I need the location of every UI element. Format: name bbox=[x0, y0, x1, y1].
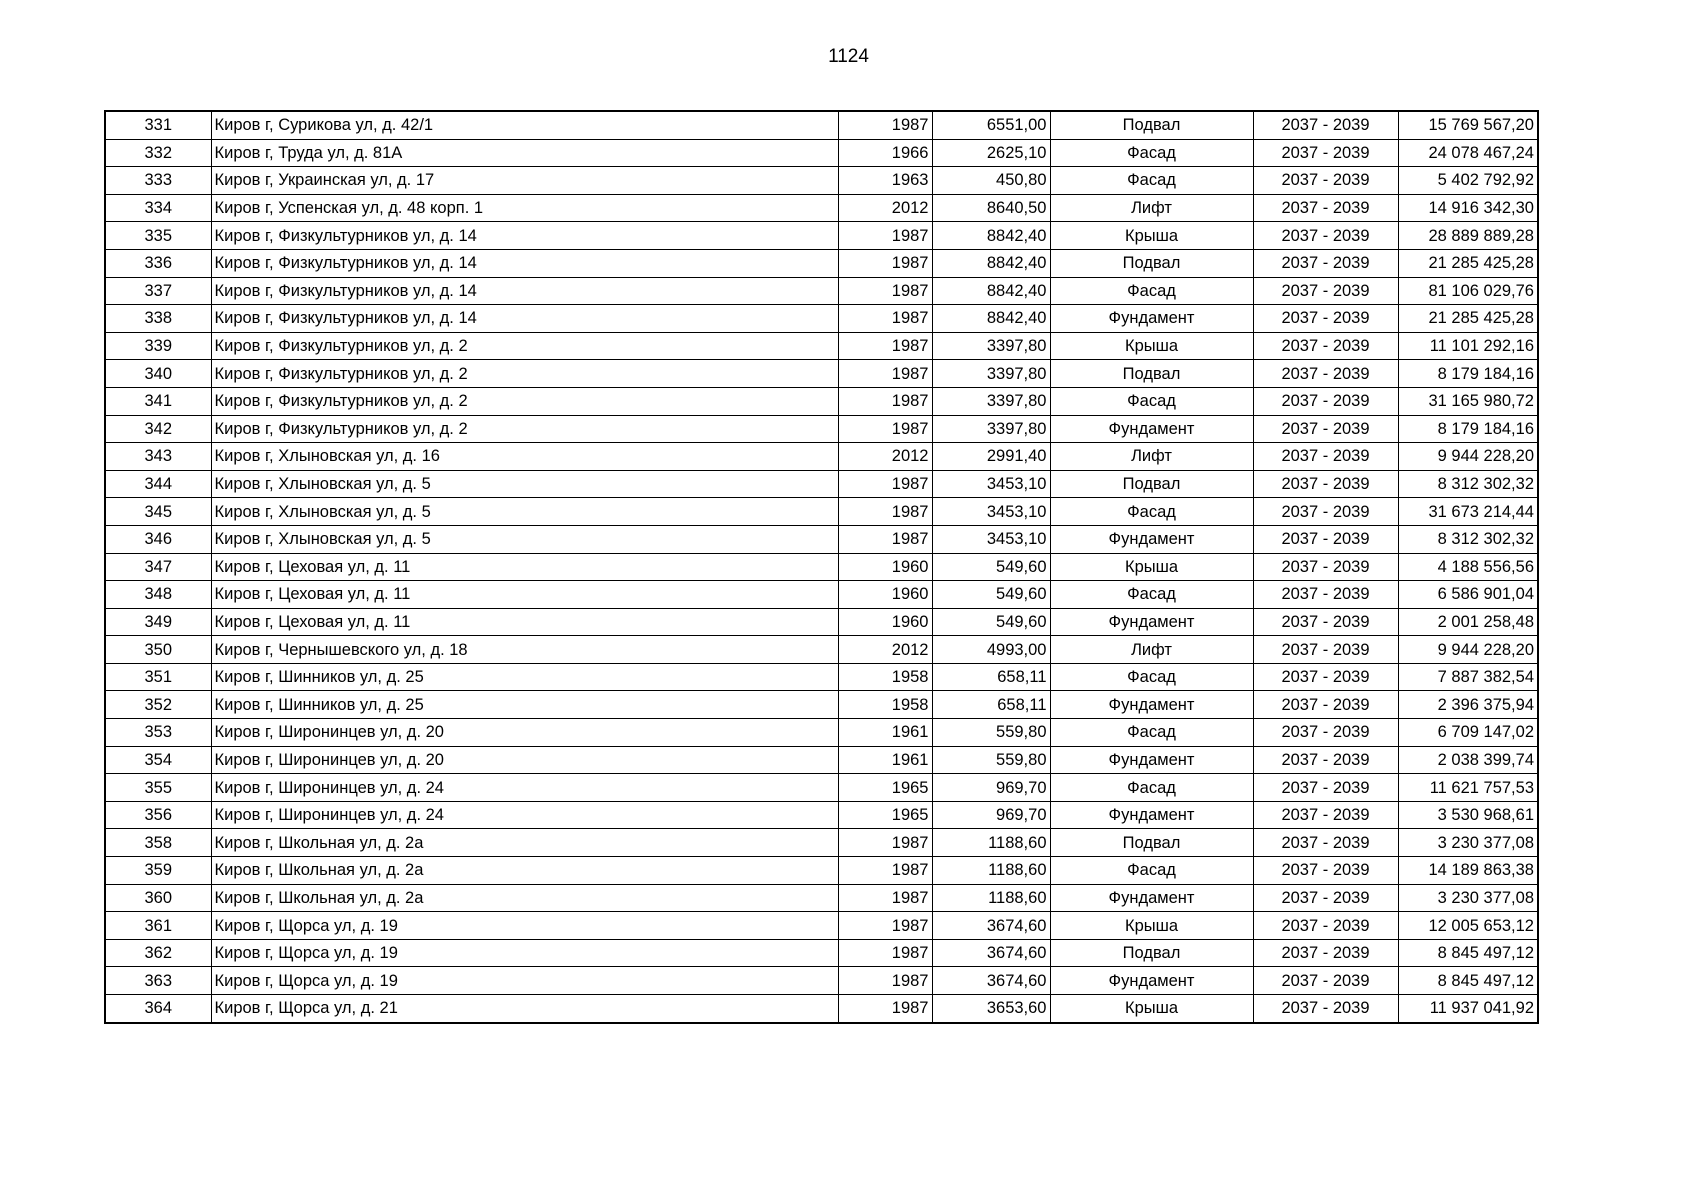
row-number-cell: 347 bbox=[105, 553, 211, 581]
work-type-cell: Фасад bbox=[1050, 167, 1253, 195]
cost-cell: 6 709 147,02 bbox=[1398, 719, 1538, 747]
row-number-cell: 358 bbox=[105, 829, 211, 857]
cost-cell: 11 937 041,92 bbox=[1398, 995, 1538, 1023]
address-cell: Киров г, Физкультурников ул, д. 14 bbox=[211, 249, 838, 277]
address-cell: Киров г, Украинская ул, д. 17 bbox=[211, 167, 838, 195]
work-type-cell: Крыша bbox=[1050, 222, 1253, 250]
year-cell: 1987 bbox=[838, 912, 932, 940]
cost-cell: 31 673 214,44 bbox=[1398, 498, 1538, 526]
work-type-cell: Фундамент bbox=[1050, 608, 1253, 636]
row-number-cell: 352 bbox=[105, 691, 211, 719]
area-cell: 8842,40 bbox=[932, 277, 1050, 305]
year-cell: 1960 bbox=[838, 608, 932, 636]
address-cell: Киров г, Цеховая ул, д. 11 bbox=[211, 553, 838, 581]
address-cell: Киров г, Цеховая ул, д. 11 bbox=[211, 581, 838, 609]
work-type-cell: Подвал bbox=[1050, 249, 1253, 277]
year-cell: 1958 bbox=[838, 691, 932, 719]
table-row bbox=[105, 608, 1538, 636]
area-cell: 3397,80 bbox=[932, 332, 1050, 360]
table-row bbox=[105, 167, 1538, 195]
period-cell: 2037 - 2039 bbox=[1253, 581, 1398, 609]
year-cell: 1987 bbox=[838, 857, 932, 885]
cost-cell: 3 230 377,08 bbox=[1398, 884, 1538, 912]
area-cell: 8842,40 bbox=[932, 222, 1050, 250]
row-number-cell: 340 bbox=[105, 360, 211, 388]
year-cell: 2012 bbox=[838, 443, 932, 471]
period-cell: 2037 - 2039 bbox=[1253, 443, 1398, 471]
table-row bbox=[105, 415, 1538, 443]
row-number-cell: 349 bbox=[105, 608, 211, 636]
area-cell: 3453,10 bbox=[932, 525, 1050, 553]
table-row bbox=[105, 498, 1538, 526]
period-cell: 2037 - 2039 bbox=[1253, 111, 1398, 139]
period-cell: 2037 - 2039 bbox=[1253, 829, 1398, 857]
table-row bbox=[105, 967, 1538, 995]
cost-cell: 28 889 889,28 bbox=[1398, 222, 1538, 250]
period-cell: 2037 - 2039 bbox=[1253, 746, 1398, 774]
area-cell: 4993,00 bbox=[932, 636, 1050, 664]
year-cell: 2012 bbox=[838, 636, 932, 664]
cost-cell: 9 944 228,20 bbox=[1398, 636, 1538, 664]
year-cell: 1987 bbox=[838, 305, 932, 333]
row-number-cell: 348 bbox=[105, 581, 211, 609]
work-type-cell: Фасад bbox=[1050, 139, 1253, 167]
address-cell: Киров г, Физкультурников ул, д. 14 bbox=[211, 305, 838, 333]
period-cell: 2037 - 2039 bbox=[1253, 277, 1398, 305]
work-type-cell: Фасад bbox=[1050, 277, 1253, 305]
table-row bbox=[105, 912, 1538, 940]
page-number: 1124 bbox=[828, 46, 869, 67]
period-cell: 2037 - 2039 bbox=[1253, 249, 1398, 277]
table-row bbox=[105, 222, 1538, 250]
table-row bbox=[105, 360, 1538, 388]
area-cell: 559,80 bbox=[932, 746, 1050, 774]
period-cell: 2037 - 2039 bbox=[1253, 801, 1398, 829]
work-type-cell: Подвал bbox=[1050, 111, 1253, 139]
address-cell: Киров г, Хлыновская ул, д. 5 bbox=[211, 470, 838, 498]
period-cell: 2037 - 2039 bbox=[1253, 332, 1398, 360]
year-cell: 1987 bbox=[838, 111, 932, 139]
year-cell: 1987 bbox=[838, 525, 932, 553]
row-number-cell: 337 bbox=[105, 277, 211, 305]
work-type-cell: Фундамент bbox=[1050, 525, 1253, 553]
address-cell: Киров г, Школьная ул, д. 2а bbox=[211, 884, 838, 912]
work-type-cell: Фундамент bbox=[1050, 746, 1253, 774]
cost-cell: 81 106 029,76 bbox=[1398, 277, 1538, 305]
cost-cell: 11 621 757,53 bbox=[1398, 774, 1538, 802]
cost-cell: 2 001 258,48 bbox=[1398, 608, 1538, 636]
period-cell: 2037 - 2039 bbox=[1253, 139, 1398, 167]
work-type-cell: Фасад bbox=[1050, 663, 1253, 691]
cost-cell: 2 038 399,74 bbox=[1398, 746, 1538, 774]
address-cell: Киров г, Физкультурников ул, д. 2 bbox=[211, 360, 838, 388]
cost-cell: 12 005 653,12 bbox=[1398, 912, 1538, 940]
cost-cell: 7 887 382,54 bbox=[1398, 663, 1538, 691]
work-type-cell: Фундамент bbox=[1050, 884, 1253, 912]
work-type-cell: Фундамент bbox=[1050, 967, 1253, 995]
address-cell: Киров г, Широнинцев ул, д. 24 bbox=[211, 774, 838, 802]
table-row bbox=[105, 884, 1538, 912]
period-cell: 2037 - 2039 bbox=[1253, 305, 1398, 333]
year-cell: 1987 bbox=[838, 939, 932, 967]
year-cell: 1987 bbox=[838, 498, 932, 526]
area-cell: 1188,60 bbox=[932, 884, 1050, 912]
address-cell: Киров г, Сурикова ул, д. 42/1 bbox=[211, 111, 838, 139]
cost-cell: 21 285 425,28 bbox=[1398, 249, 1538, 277]
row-number-cell: 335 bbox=[105, 222, 211, 250]
row-number-cell: 363 bbox=[105, 967, 211, 995]
row-number-cell: 353 bbox=[105, 719, 211, 747]
table-row bbox=[105, 995, 1538, 1023]
period-cell: 2037 - 2039 bbox=[1253, 857, 1398, 885]
row-number-cell: 343 bbox=[105, 443, 211, 471]
address-cell: Киров г, Физкультурников ул, д. 2 bbox=[211, 415, 838, 443]
year-cell: 1958 bbox=[838, 663, 932, 691]
cost-cell: 14 916 342,30 bbox=[1398, 194, 1538, 222]
row-number-cell: 346 bbox=[105, 525, 211, 553]
row-number-cell: 362 bbox=[105, 939, 211, 967]
work-type-cell: Подвал bbox=[1050, 470, 1253, 498]
cost-cell: 8 312 302,32 bbox=[1398, 525, 1538, 553]
period-cell: 2037 - 2039 bbox=[1253, 415, 1398, 443]
year-cell: 1966 bbox=[838, 139, 932, 167]
year-cell: 1987 bbox=[838, 277, 932, 305]
work-type-cell: Крыша bbox=[1050, 995, 1253, 1023]
address-cell: Киров г, Щорса ул, д. 19 bbox=[211, 967, 838, 995]
period-cell: 2037 - 2039 bbox=[1253, 222, 1398, 250]
period-cell: 2037 - 2039 bbox=[1253, 167, 1398, 195]
address-cell: Киров г, Школьная ул, д. 2а bbox=[211, 857, 838, 885]
work-type-cell: Крыша bbox=[1050, 912, 1253, 940]
area-cell: 3674,60 bbox=[932, 939, 1050, 967]
year-cell: 1987 bbox=[838, 884, 932, 912]
table-body bbox=[105, 111, 1538, 1023]
area-cell: 1188,60 bbox=[932, 857, 1050, 885]
work-type-cell: Крыша bbox=[1050, 553, 1253, 581]
row-number-cell: 356 bbox=[105, 801, 211, 829]
period-cell: 2037 - 2039 bbox=[1253, 995, 1398, 1023]
row-number-cell: 332 bbox=[105, 139, 211, 167]
table-row bbox=[105, 691, 1538, 719]
cost-cell: 8 179 184,16 bbox=[1398, 415, 1538, 443]
period-cell: 2037 - 2039 bbox=[1253, 387, 1398, 415]
area-cell: 549,60 bbox=[932, 608, 1050, 636]
address-cell: Киров г, Широнинцев ул, д. 20 bbox=[211, 719, 838, 747]
row-number-cell: 339 bbox=[105, 332, 211, 360]
table-row bbox=[105, 663, 1538, 691]
year-cell: 1987 bbox=[838, 332, 932, 360]
row-number-cell: 342 bbox=[105, 415, 211, 443]
period-cell: 2037 - 2039 bbox=[1253, 967, 1398, 995]
row-number-cell: 360 bbox=[105, 884, 211, 912]
area-cell: 2625,10 bbox=[932, 139, 1050, 167]
table-row bbox=[105, 719, 1538, 747]
repair-register-table bbox=[104, 110, 1539, 1024]
address-cell: Киров г, Хлыновская ул, д. 5 bbox=[211, 498, 838, 526]
work-type-cell: Фундамент bbox=[1050, 415, 1253, 443]
address-cell: Киров г, Щорса ул, д. 21 bbox=[211, 995, 838, 1023]
table-row bbox=[105, 553, 1538, 581]
area-cell: 658,11 bbox=[932, 663, 1050, 691]
period-cell: 2037 - 2039 bbox=[1253, 498, 1398, 526]
year-cell: 1987 bbox=[838, 829, 932, 857]
row-number-cell: 338 bbox=[105, 305, 211, 333]
row-number-cell: 334 bbox=[105, 194, 211, 222]
period-cell: 2037 - 2039 bbox=[1253, 608, 1398, 636]
area-cell: 3397,80 bbox=[932, 387, 1050, 415]
address-cell: Киров г, Цеховая ул, д. 11 bbox=[211, 608, 838, 636]
period-cell: 2037 - 2039 bbox=[1253, 360, 1398, 388]
address-cell: Киров г, Школьная ул, д. 2а bbox=[211, 829, 838, 857]
table-row bbox=[105, 939, 1538, 967]
row-number-cell: 359 bbox=[105, 857, 211, 885]
table-row bbox=[105, 636, 1538, 664]
table-row bbox=[105, 387, 1538, 415]
work-type-cell: Подвал bbox=[1050, 829, 1253, 857]
cost-cell: 3 230 377,08 bbox=[1398, 829, 1538, 857]
row-number-cell: 344 bbox=[105, 470, 211, 498]
area-cell: 6551,00 bbox=[932, 111, 1050, 139]
cost-cell: 14 189 863,38 bbox=[1398, 857, 1538, 885]
work-type-cell: Фасад bbox=[1050, 387, 1253, 415]
area-cell: 658,11 bbox=[932, 691, 1050, 719]
cost-cell: 21 285 425,28 bbox=[1398, 305, 1538, 333]
cost-cell: 4 188 556,56 bbox=[1398, 553, 1538, 581]
table-row bbox=[105, 249, 1538, 277]
area-cell: 969,70 bbox=[932, 801, 1050, 829]
period-cell: 2037 - 2039 bbox=[1253, 553, 1398, 581]
year-cell: 1987 bbox=[838, 967, 932, 995]
area-cell: 450,80 bbox=[932, 167, 1050, 195]
year-cell: 1987 bbox=[838, 360, 932, 388]
work-type-cell: Фасад bbox=[1050, 498, 1253, 526]
table-row bbox=[105, 801, 1538, 829]
row-number-cell: 361 bbox=[105, 912, 211, 940]
address-cell: Киров г, Широнинцев ул, д. 24 bbox=[211, 801, 838, 829]
cost-cell: 8 845 497,12 bbox=[1398, 967, 1538, 995]
cost-cell: 11 101 292,16 bbox=[1398, 332, 1538, 360]
row-number-cell: 333 bbox=[105, 167, 211, 195]
address-cell: Киров г, Чернышевского ул, д. 18 bbox=[211, 636, 838, 664]
period-cell: 2037 - 2039 bbox=[1253, 194, 1398, 222]
row-number-cell: 345 bbox=[105, 498, 211, 526]
cost-cell: 8 845 497,12 bbox=[1398, 939, 1538, 967]
period-cell: 2037 - 2039 bbox=[1253, 663, 1398, 691]
cost-cell: 3 530 968,61 bbox=[1398, 801, 1538, 829]
work-type-cell: Фасад bbox=[1050, 719, 1253, 747]
year-cell: 1965 bbox=[838, 801, 932, 829]
area-cell: 8640,50 bbox=[932, 194, 1050, 222]
row-number-cell: 336 bbox=[105, 249, 211, 277]
area-cell: 3674,60 bbox=[932, 967, 1050, 995]
address-cell: Киров г, Физкультурников ул, д. 14 bbox=[211, 277, 838, 305]
row-number-cell: 354 bbox=[105, 746, 211, 774]
table-row bbox=[105, 111, 1538, 139]
area-cell: 3397,80 bbox=[932, 360, 1050, 388]
period-cell: 2037 - 2039 bbox=[1253, 939, 1398, 967]
address-cell: Киров г, Труда ул, д. 81А bbox=[211, 139, 838, 167]
period-cell: 2037 - 2039 bbox=[1253, 719, 1398, 747]
period-cell: 2037 - 2039 bbox=[1253, 525, 1398, 553]
table-row bbox=[105, 194, 1538, 222]
address-cell: Киров г, Хлыновская ул, д. 16 bbox=[211, 443, 838, 471]
work-type-cell: Подвал bbox=[1050, 360, 1253, 388]
address-cell: Киров г, Хлыновская ул, д. 5 bbox=[211, 525, 838, 553]
area-cell: 3453,10 bbox=[932, 498, 1050, 526]
year-cell: 1987 bbox=[838, 415, 932, 443]
work-type-cell: Лифт bbox=[1050, 443, 1253, 471]
table-row bbox=[105, 277, 1538, 305]
year-cell: 1987 bbox=[838, 387, 932, 415]
cost-cell: 8 179 184,16 bbox=[1398, 360, 1538, 388]
row-number-cell: 351 bbox=[105, 663, 211, 691]
address-cell: Киров г, Шинников ул, д. 25 bbox=[211, 691, 838, 719]
year-cell: 1987 bbox=[838, 995, 932, 1023]
area-cell: 8842,40 bbox=[932, 249, 1050, 277]
table-row bbox=[105, 525, 1538, 553]
work-type-cell: Лифт bbox=[1050, 194, 1253, 222]
address-cell: Киров г, Физкультурников ул, д. 14 bbox=[211, 222, 838, 250]
period-cell: 2037 - 2039 bbox=[1253, 884, 1398, 912]
year-cell: 1961 bbox=[838, 746, 932, 774]
work-type-cell: Крыша bbox=[1050, 332, 1253, 360]
work-type-cell: Фундамент bbox=[1050, 305, 1253, 333]
period-cell: 2037 - 2039 bbox=[1253, 636, 1398, 664]
year-cell: 1963 bbox=[838, 167, 932, 195]
work-type-cell: Фасад bbox=[1050, 774, 1253, 802]
table-row bbox=[105, 829, 1538, 857]
year-cell: 1961 bbox=[838, 719, 932, 747]
cost-cell: 5 402 792,92 bbox=[1398, 167, 1538, 195]
table-row bbox=[105, 332, 1538, 360]
table-row bbox=[105, 857, 1538, 885]
year-cell: 2012 bbox=[838, 194, 932, 222]
table-row bbox=[105, 746, 1538, 774]
row-number-cell: 350 bbox=[105, 636, 211, 664]
cost-cell: 6 586 901,04 bbox=[1398, 581, 1538, 609]
table-row bbox=[105, 305, 1538, 333]
address-cell: Киров г, Щорса ул, д. 19 bbox=[211, 912, 838, 940]
area-cell: 3674,60 bbox=[932, 912, 1050, 940]
area-cell: 3397,80 bbox=[932, 415, 1050, 443]
table-row bbox=[105, 774, 1538, 802]
period-cell: 2037 - 2039 bbox=[1253, 470, 1398, 498]
work-type-cell: Фасад bbox=[1050, 581, 1253, 609]
table-row bbox=[105, 470, 1538, 498]
area-cell: 3453,10 bbox=[932, 470, 1050, 498]
year-cell: 1987 bbox=[838, 222, 932, 250]
cost-cell: 8 312 302,32 bbox=[1398, 470, 1538, 498]
work-type-cell: Фасад bbox=[1050, 857, 1253, 885]
work-type-cell: Фундамент bbox=[1050, 801, 1253, 829]
area-cell: 549,60 bbox=[932, 581, 1050, 609]
row-number-cell: 341 bbox=[105, 387, 211, 415]
period-cell: 2037 - 2039 bbox=[1253, 912, 1398, 940]
address-cell: Киров г, Физкультурников ул, д. 2 bbox=[211, 332, 838, 360]
year-cell: 1987 bbox=[838, 249, 932, 277]
address-cell: Киров г, Физкультурников ул, д. 2 bbox=[211, 387, 838, 415]
row-number-cell: 364 bbox=[105, 995, 211, 1023]
cost-cell: 24 078 467,24 bbox=[1398, 139, 1538, 167]
cost-cell: 2 396 375,94 bbox=[1398, 691, 1538, 719]
period-cell: 2037 - 2039 bbox=[1253, 691, 1398, 719]
area-cell: 1188,60 bbox=[932, 829, 1050, 857]
work-type-cell: Лифт bbox=[1050, 636, 1253, 664]
cost-cell: 15 769 567,20 bbox=[1398, 111, 1538, 139]
year-cell: 1960 bbox=[838, 581, 932, 609]
address-cell: Киров г, Успенская ул, д. 48 корп. 1 bbox=[211, 194, 838, 222]
area-cell: 8842,40 bbox=[932, 305, 1050, 333]
area-cell: 969,70 bbox=[932, 774, 1050, 802]
area-cell: 549,60 bbox=[932, 553, 1050, 581]
table-row bbox=[105, 443, 1538, 471]
year-cell: 1960 bbox=[838, 553, 932, 581]
area-cell: 2991,40 bbox=[932, 443, 1050, 471]
year-cell: 1965 bbox=[838, 774, 932, 802]
cost-cell: 31 165 980,72 bbox=[1398, 387, 1538, 415]
address-cell: Киров г, Широнинцев ул, д. 20 bbox=[211, 746, 838, 774]
work-type-cell: Фундамент bbox=[1050, 691, 1253, 719]
address-cell: Киров г, Щорса ул, д. 19 bbox=[211, 939, 838, 967]
area-cell: 559,80 bbox=[932, 719, 1050, 747]
address-cell: Киров г, Шинников ул, д. 25 bbox=[211, 663, 838, 691]
area-cell: 3653,60 bbox=[932, 995, 1050, 1023]
year-cell: 1987 bbox=[838, 470, 932, 498]
cost-cell: 9 944 228,20 bbox=[1398, 443, 1538, 471]
table-row bbox=[105, 139, 1538, 167]
period-cell: 2037 - 2039 bbox=[1253, 774, 1398, 802]
row-number-cell: 355 bbox=[105, 774, 211, 802]
table-row bbox=[105, 581, 1538, 609]
row-number-cell: 331 bbox=[105, 111, 211, 139]
work-type-cell: Подвал bbox=[1050, 939, 1253, 967]
